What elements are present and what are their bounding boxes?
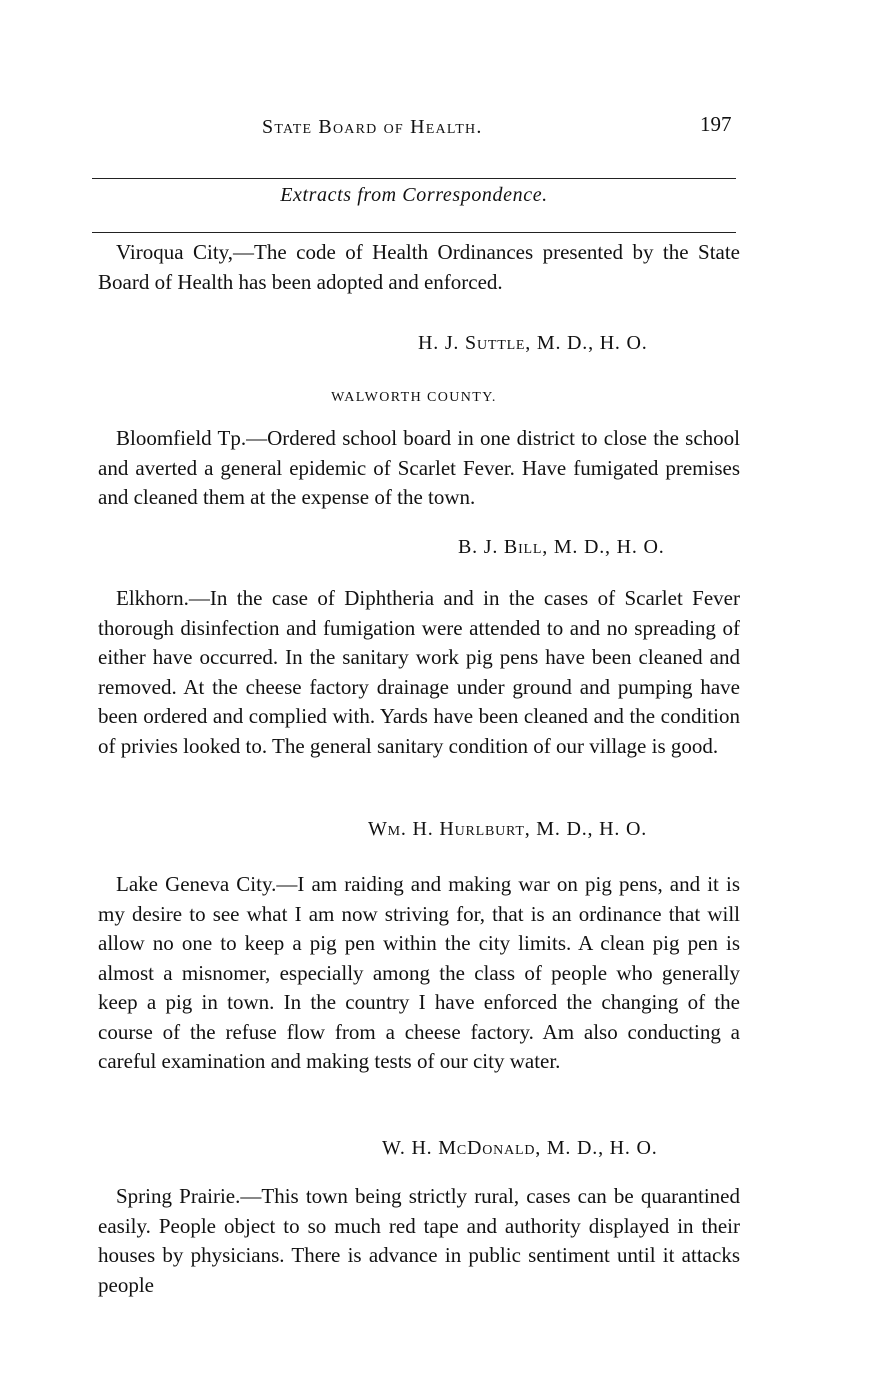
section-title: Extracts from Correspondence.: [280, 184, 548, 206]
running-title: State Board of Health.: [262, 116, 483, 138]
page-number: 197: [700, 112, 732, 136]
entry-lake-geneva-city: Lake Geneva City.—I am raiding and making war on pig pens, and it is my desire to see what I am now striving for, that is an ordinance that will allow no one to keep a pig pen within the city limits. A clean pig pen is almost a misnomer, especially among the class of people who generally keep a pig in town. In the country I have enforced the changing of the course of the refuse flow from a cheese factory. Am also conducting a careful examination and making tests of our city water.: [98, 872, 740, 1073]
signature-suttle: H. J. Suttle, M. D., H. O.: [418, 332, 648, 354]
county-heading-walworth: WALWORTH COUNTY.: [331, 390, 497, 405]
entry-elkhorn: Elkhorn.—In the case of Diphtheria and in the cases of Scarlet Fever thorough disinfection and fumigation were attended to and no spreading of either have occurred. In the sanitary work pig pens have been cleaned and removed. At the cheese factory drainage under ground and pumping have been ordered and complied with. Yards have been cleaned and the condition of privies looked to. The general sanitary condition of our village is good.: [98, 586, 740, 758]
signature-bill: B. J. Bill, M. D., H. O.: [458, 536, 665, 558]
running-head: [90, 112, 740, 142]
bottom-rule: [92, 232, 736, 233]
entry-spring-prairie: Spring Prairie.—This town being strictly rural, cases can be quarantined easily. People object to so much red tape and authority displayed in their houses by physicians. There is advance in public sentiment until it attacks people: [98, 1184, 740, 1297]
entry-viroqua-city: Viroqua City,—The code of Health Ordinances presented by the State Board of Health has been adopted and enforced.: [98, 240, 740, 294]
entry-bloomfield: Bloomfield Tp.—Ordered school board in one district to close the school and averted a general epidemic of Scarlet Fever. Have fumigated premises and cleaned them at the expense of the town.: [98, 426, 740, 509]
signature-mcdonald: W. H. McDonald, M. D., H. O.: [382, 1137, 658, 1159]
top-rule: [92, 178, 736, 179]
signature-hurlburt: Wm. H. Hurlburt, M. D., H. O.: [368, 818, 648, 840]
